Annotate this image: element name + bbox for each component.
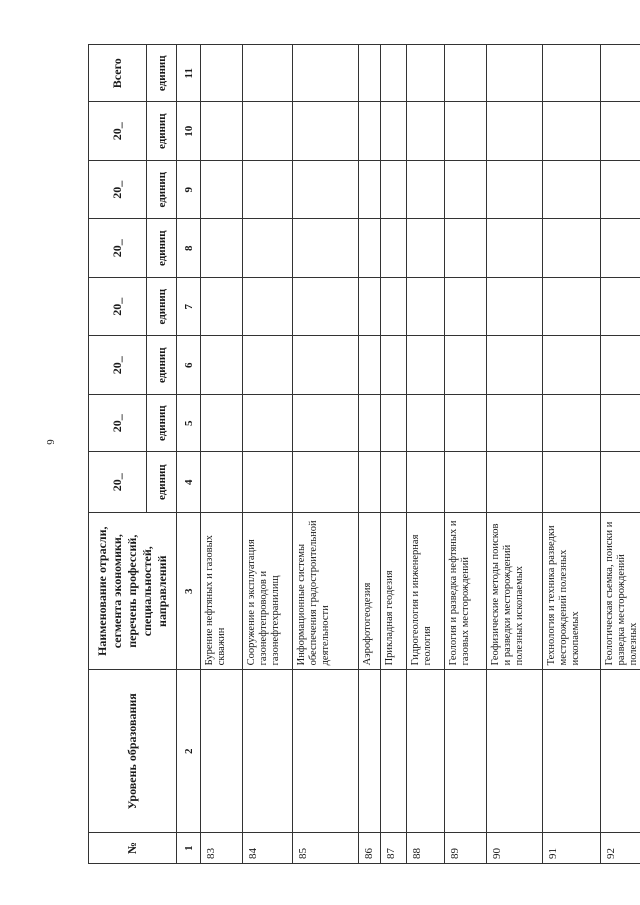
row-value-cell <box>293 102 359 161</box>
row-value-cell <box>293 452 359 513</box>
row-value-cell <box>359 336 381 395</box>
row-value-cell <box>359 452 381 513</box>
row-value-cell <box>543 394 601 451</box>
row-name: Информационные системы обеспечения градостроительной деятельности <box>293 513 359 670</box>
row-level <box>445 670 487 833</box>
header-year: 20_ <box>89 394 147 451</box>
row-value-cell <box>381 102 407 161</box>
row-value-cell <box>359 160 381 219</box>
row-value-cell <box>381 336 407 395</box>
row-value-cell <box>445 219 487 278</box>
row-value-cell <box>407 45 445 102</box>
row-number: 86 <box>359 833 381 864</box>
page-number: 6 <box>43 439 56 445</box>
col-number: 3 <box>177 513 201 670</box>
row-number: 88 <box>407 833 445 864</box>
col-number: 4 <box>177 452 201 513</box>
row-value-cell <box>359 394 381 451</box>
row-value-cell <box>407 102 445 161</box>
row-number: 87 <box>381 833 407 864</box>
row-value-cell <box>293 45 359 102</box>
row-number: 90 <box>487 833 543 864</box>
row-number: 91 <box>543 833 601 864</box>
row-value-cell <box>359 277 381 336</box>
row-name: Сооружение и эксплуатация газонефтепроводов и газонефтехранилищ <box>243 513 293 670</box>
header-year: 20_ <box>89 336 147 395</box>
row-number: 92 <box>601 833 640 864</box>
row-value-cell <box>445 452 487 513</box>
row-value-cell <box>201 336 243 395</box>
row-value-cell <box>359 219 381 278</box>
col-number: 8 <box>177 219 201 278</box>
row-level <box>293 670 359 833</box>
row-value-cell <box>381 45 407 102</box>
table-row <box>381 45 407 864</box>
row-value-cell <box>407 336 445 395</box>
col-number: 6 <box>177 336 201 395</box>
row-value-cell <box>543 45 601 102</box>
table-row <box>543 45 601 864</box>
row-value-cell <box>243 160 293 219</box>
row-value-cell <box>601 219 640 278</box>
row-level <box>201 670 243 833</box>
row-value-cell <box>487 219 543 278</box>
table-row <box>359 45 381 864</box>
table-row <box>243 45 293 864</box>
table-row <box>601 45 640 864</box>
row-value-cell <box>201 219 243 278</box>
header-year: 20_ <box>89 102 147 161</box>
row-value-cell <box>201 394 243 451</box>
row-value-cell <box>487 452 543 513</box>
row-name: Прикладная геодезия <box>381 513 407 670</box>
row-value-cell <box>293 277 359 336</box>
header-unit: единиц <box>147 394 177 451</box>
row-value-cell <box>201 452 243 513</box>
col-number: 5 <box>177 394 201 451</box>
row-value-cell <box>407 160 445 219</box>
row-value-cell <box>601 45 640 102</box>
header-year: 20_ <box>89 452 147 513</box>
row-value-cell <box>487 102 543 161</box>
row-value-cell <box>543 102 601 161</box>
col-number: 10 <box>177 102 201 161</box>
row-value-cell <box>243 336 293 395</box>
table-row <box>407 45 445 864</box>
header-year: 20_ <box>89 277 147 336</box>
row-value-cell <box>601 277 640 336</box>
row-name: Геология и разведка нефтяных и газовых месторождений <box>445 513 487 670</box>
row-level <box>407 670 445 833</box>
row-value-cell <box>487 45 543 102</box>
header-year: 20_ <box>89 160 147 219</box>
row-value-cell <box>543 336 601 395</box>
row-value-cell <box>601 160 640 219</box>
col-number: 11 <box>177 45 201 102</box>
row-value-cell <box>601 102 640 161</box>
row-value-cell <box>381 277 407 336</box>
data-table <box>88 44 640 864</box>
row-value-cell <box>543 452 601 513</box>
header-unit: единиц <box>147 160 177 219</box>
row-value-cell <box>243 277 293 336</box>
header-unit: единиц <box>147 45 177 102</box>
row-level <box>381 670 407 833</box>
row-value-cell <box>407 219 445 278</box>
row-name: Геологическая съемка, поиски и разведка месторождений полезных <box>601 513 640 670</box>
row-value-cell <box>445 394 487 451</box>
table-row <box>293 45 359 864</box>
row-level <box>243 670 293 833</box>
row-value-cell <box>543 219 601 278</box>
row-value-cell <box>381 160 407 219</box>
header-unit: единиц <box>147 452 177 513</box>
row-value-cell <box>359 45 381 102</box>
row-value-cell <box>243 452 293 513</box>
row-value-cell <box>359 102 381 161</box>
row-value-cell <box>407 277 445 336</box>
row-value-cell <box>381 219 407 278</box>
row-value-cell <box>201 277 243 336</box>
row-value-cell <box>201 102 243 161</box>
row-value-cell <box>601 452 640 513</box>
row-number: 85 <box>293 833 359 864</box>
col-number: 1 <box>177 833 201 864</box>
table-row <box>445 45 487 864</box>
row-value-cell <box>293 160 359 219</box>
row-value-cell <box>445 336 487 395</box>
table-row <box>487 45 543 864</box>
row-value-cell <box>601 394 640 451</box>
row-value-cell <box>601 336 640 395</box>
row-name: Технология и техника разведки месторождений полезных ископаемых <box>543 513 601 670</box>
header-total: Всего <box>89 45 147 102</box>
row-value-cell <box>381 394 407 451</box>
row-value-cell <box>543 160 601 219</box>
header-unit: единиц <box>147 219 177 278</box>
header-level: Уровень образования <box>89 670 177 833</box>
header-unit: единиц <box>147 277 177 336</box>
row-number: 84 <box>243 833 293 864</box>
row-value-cell <box>487 160 543 219</box>
header-year: 20_ <box>89 219 147 278</box>
row-value-cell <box>381 452 407 513</box>
row-value-cell <box>243 394 293 451</box>
row-number: 83 <box>201 833 243 864</box>
header-num: № <box>89 833 177 864</box>
row-name: Геофизические методы поисков и разведки месторождений полезных ископаемых <box>487 513 543 670</box>
row-level <box>601 670 640 833</box>
row-value-cell <box>407 452 445 513</box>
row-value-cell <box>445 45 487 102</box>
row-value-cell <box>407 394 445 451</box>
row-level <box>543 670 601 833</box>
row-value-cell <box>243 102 293 161</box>
row-value-cell <box>243 219 293 278</box>
row-number: 89 <box>445 833 487 864</box>
row-value-cell <box>445 160 487 219</box>
row-value-cell <box>543 277 601 336</box>
row-value-cell <box>243 45 293 102</box>
row-value-cell <box>487 336 543 395</box>
row-name: Гидрогеология и инженерная геология <box>407 513 445 670</box>
col-number: 9 <box>177 160 201 219</box>
col-number: 7 <box>177 277 201 336</box>
row-name: Бурение нефтяных и газовых скважин <box>201 513 243 670</box>
row-level <box>487 670 543 833</box>
row-value-cell <box>445 277 487 336</box>
row-value-cell <box>201 45 243 102</box>
header-unit: единиц <box>147 336 177 395</box>
row-value-cell <box>293 336 359 395</box>
header-unit: единиц <box>147 102 177 161</box>
rotated-page <box>88 44 639 864</box>
row-value-cell <box>487 277 543 336</box>
row-value-cell <box>445 102 487 161</box>
row-level <box>359 670 381 833</box>
header-name: Наименование отрасли, сегмента экономики, перечень профессий, специальностей, направлений <box>89 513 177 670</box>
col-number: 2 <box>177 670 201 833</box>
row-value-cell <box>293 394 359 451</box>
row-name: Аэрофотогеодезия <box>359 513 381 670</box>
row-value-cell <box>201 160 243 219</box>
table-row <box>201 45 243 864</box>
row-value-cell <box>487 394 543 451</box>
row-value-cell <box>293 219 359 278</box>
